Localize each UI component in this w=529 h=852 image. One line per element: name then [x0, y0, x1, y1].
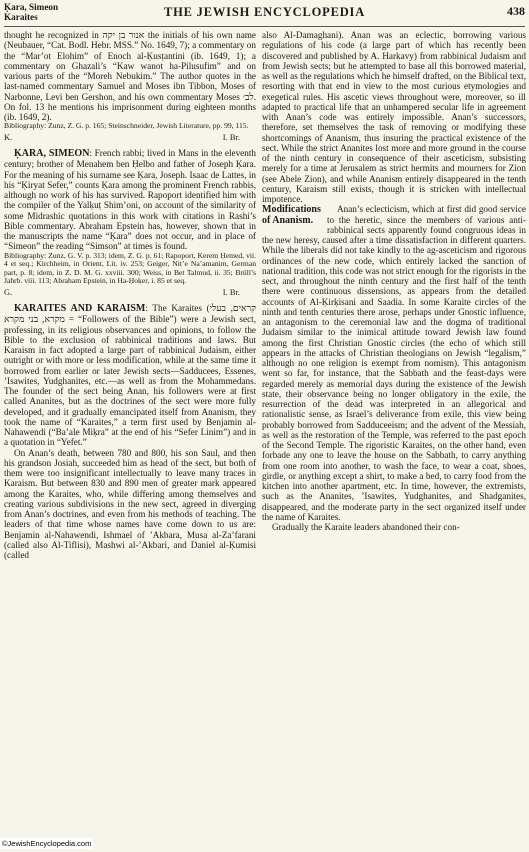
publication-title: THE JEWISH ENCYCLOPEDIA — [163, 5, 366, 19]
entry-text-karaites: : The Karaites (קראים, בעלי מקרא, בני מקרא = “Followers of the Bible”) were a Jewish sect, professing, in its religious observances and opinions, to follow the Bible to the exclusion of rabbinical traditions and laws. But Karaism in fact adopted a large part of rabbinical Judaism, either outright or with more or less modification, while at the same time it borrowed from earlier or later Jewish sects—Sadducees, Essenes, ’Isawites, Yudghanites, etc.—as well as from the Mohammedans. The founder of the sect being Anan, his followers were at first called Ananites, but as the doctrines of the sect were more fully developed, and it gradually emancipated itself from Ananism, they took the name of “Karaites,” a term first used by Benjamin al-Nahawendi (“Ba’ale Miḳra” at the end of his “Sefer Linim”) and in a quotation in “Yefet.” — [4, 303, 256, 448]
signature-initial: K. — [4, 131, 13, 142]
running-head-line2: Karaites — [4, 12, 38, 22]
margin-note: Modifications of Ananism. — [262, 204, 321, 227]
page-number: 438 — [507, 4, 525, 18]
bibliography-2: Bibliography: Zunz, G. V. p. 313; idem, Z. G. p. 61; Rapoport, Kerem Ḥemed, vii. 4 et seq.; Kirchheim, in Orient, Lit. iv. 253; Geiger, Nit’e Na’amanim, German part, p. 8; idem, in Z. D. M. G. xxviii. 300; Weiss, in Bet Talmud, ii. 35; Brüll’s Jahrb. viii. 113; Abraham Epstein, in Ha-Ḥoḳer, i. 85 et seq. — [4, 250, 256, 286]
paragraph-anan: On Anan’s death, between 780 and 800, his son Saul, and then his grandson Josiah, succeeded him as head of the sect, but both of them were too insignificant intellectually to leave many traces in Karaism. But between 830 and 890 men of greater mark appeared among the Karaites, who, while differing among themselves and creating various subdivisions in the new sect, agreed in diverging from Anan’s doctrines, and even from his methods of teaching. The leaders of that time whose names have come down to us are: Benjamin al-Nahawendi, Ishmael of ’Akbara, Musa al-Za’farani (called also Al-Tiflisi), Mashwi al-’Akbari, and Daniel al-Ḳumisi (called — [4, 447, 256, 561]
entry-title-karaites: KARAITES AND KARAISM — [14, 303, 146, 315]
entry-title-kara: ḲARA, SIMEON — [14, 148, 90, 160]
running-head-line1: Ḳara, Simeon — [4, 2, 59, 12]
entry-karaites — [4, 303, 256, 448]
copyright-footer: ©JewishEncyclopedia.com — [2, 839, 92, 848]
signature-author: I. Br. — [222, 286, 240, 297]
signature-1 — [4, 132, 256, 142]
paragraph-continuation-right: also Al-Damaghani). Anan was an eclectic, borrowing various regulations of his code (a large part of which has recently been discovered and published by A. Harkavy) from rabbinical Judaism and from Jewish sects; but he attempted to base all this borrowed material, as well as the regulations which he himself drafted, on the Biblical text, resorting with that end in view to the most curious etymologies and exegetical rules. His ascetic views throughout were, moreover, so ill adapted to practical life that an unhampered secular life in agreement with Anan’s code was entirely impossible. Anan’s successors, therefore, set themselves the task of removing or modifying these shortcomings of Ananism, thus insuring the practical existence of the sect. While the strict Ananites lost more and more ground in the course of the ninth century in consequence of their asceticism, subsisting merely for a time at Jerusalem as strict hermits and mourners for Zion (see Abele Zion), and while Ananism entirely disappeared in the tenth century, Karaism still exists, though it is stricken with intellectual impotence. — [262, 30, 526, 204]
entry-kara-simeon — [4, 148, 256, 252]
signature-author: I. Br. — [222, 131, 240, 142]
signature-2 — [4, 287, 256, 297]
paragraph-eclecticism: Anan’s eclecticism, which at first did good service to the heretic, since the members of various anti-rabbinical sects apparently found congruous ideas in the new heresy, caused after a time dissatisfaction in different quarters. While the liberals did not take kindly to the ag-asceticism and rigorous ordinances of the new code, which entirely lacked the sanction of national tradition, this code was not strict enough for the rigorists in the sect, and throughout the ninth century and the first half of the tenth there were continuous dissensions, as appears from the detailed accounts of Al-Ḳirḳisani and Saadia. In some Karaite circles of the ninth and tenth centuries there arose, perhaps under Gnostic influence, an antagonism to the ceremonial law and the dogma of traditional Judaism similar to the inimical attitude toward Jewish law found among the first Christian Gnostic circles (the echo of which still appears in the attacks of Christian theologians on Jewish “legalism,” although no one religion is exempt from nomism). This antagonism went so far, for instance, that the Sabbath and the feast-days were regarded merely as memorial days during the existence of the Jewish state, their observance being no longer obligatory in the exile, the resurrection of the dead was interpreted in an allegorical and rationalistic sense, as Israel’s deliverance from exile, this view being probably borrowed from Sadduceeism; and the advent of the Messiah, as well as the restoration of the Temple, was referred to the past epoch of the Second Temple. The rigoristic Karaites, on the other hand, even forbade any one to leave the house on the Sabbath, to carry anything from one room into another, to wash the face, to wear a coat, shoes, girdle, or anything except a shirt, to make a bed, to carry food from the kitchen into another apartment, etc. In time, however, the extremists, such as the Ananites, ’Isawites, Yudghanites, and Shadganites, disappeared, and the moderate party in the sect organized itself under the name of Karaites. — [262, 204, 526, 522]
left-column — [4, 30, 256, 836]
right-column — [262, 30, 526, 836]
paragraph-final: Gradually the Karaite leaders abandoned their con- — [272, 522, 460, 532]
bibliography-1: Bibliography: Zunz, Z. G. p. 165; Steinschneider, Jewish Literature, pp. 99, 115. — [4, 121, 249, 131]
page-header — [4, 2, 525, 27]
entry-text-kara: : French rabbi; lived in Mans in the eleventh century; brother of Menahem ben Ḥelbo and father of Joseph Ḳara. For the meaning of his surname see Ḳara, Joseph. Isaac de Lattes, in his “Ḳiryat Sefer,” counts Ḳara among the prominent French rabbis, although no work of his has survived. Rapoport identified him with the compiler of the Yalḳuṭ Shim’oni, on account of the similarity of some Midrashic quotations in this work with citations in Rashi’s Bible commentary. Abraham Epstein has, however, shown that in the manuscripts the name “Ḳara” does not occur, and in place of “Simeon” the reading “Simson” at times is found. — [4, 148, 256, 252]
signature-initial: G. — [4, 286, 13, 297]
paragraph-continuation: thought he recognized in אנור בן יקה the initials of his own name (Neubauer, “Cat. Bodl. Hebr. MSS.” No. 1649, 7); a commentary on the “Mar’ot Elohim” of Enoch al-Ḳusṭantini (ib. 1649, 1); a commentary on Ghazali’s “Kaw wanot ha-Pilusufim” and on various parts of the “Moreh Nebukim.” The author quotes in the last-named commentary Samuel and Moses ibn Tibbon, Moses of Narbonne, Levi ben Gershon, and his own commentary Moses לב׳. On fol. 13 he mentions his imprisonment during eighteen months (ib. 1649, 2). — [4, 30, 256, 122]
